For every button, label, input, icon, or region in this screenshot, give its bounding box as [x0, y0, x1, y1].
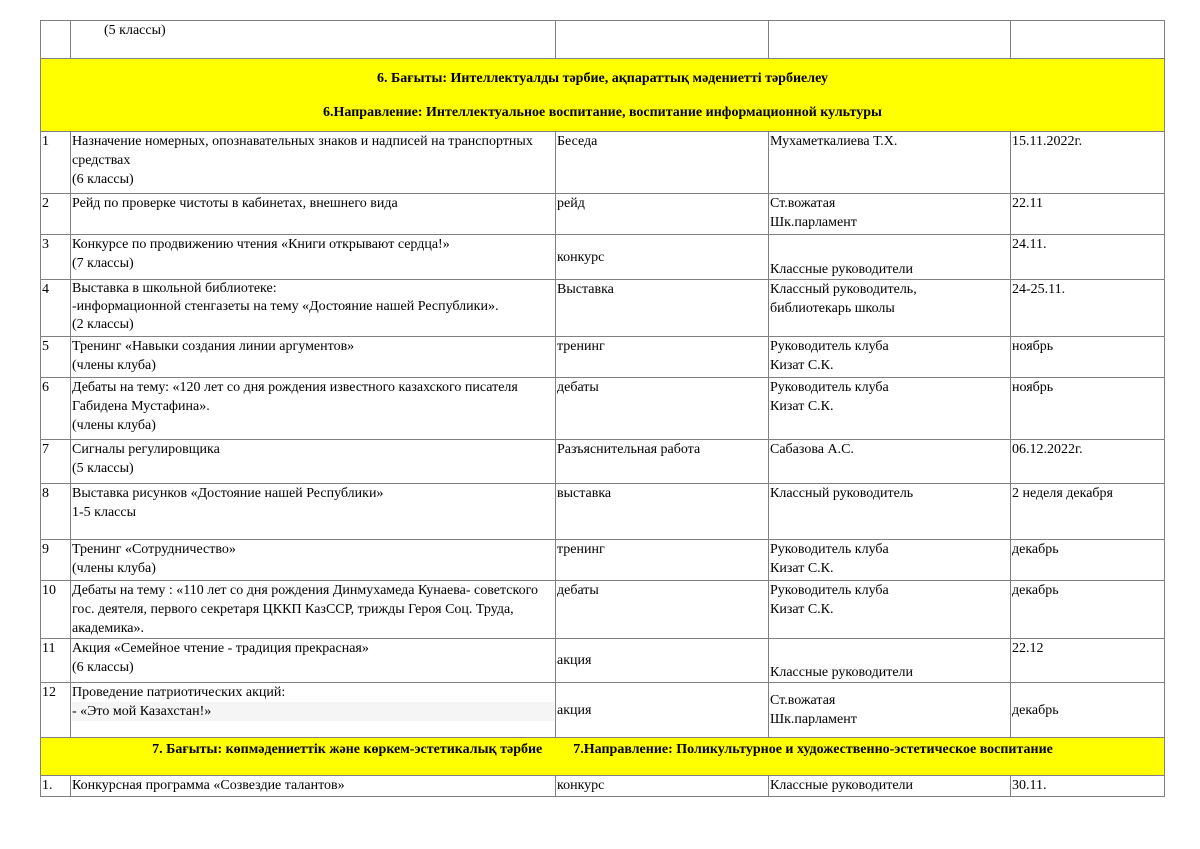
date-cell: декабрь — [1011, 581, 1165, 639]
event-cell: Выставка в школьной библиотеке: -информационной стенгазеты на тему «Достояние нашей Республики». (2 классы) — [71, 280, 556, 337]
responsible-cell: Классный руководитель, библиотекарь школы — [769, 280, 1011, 337]
row-number: 1. — [41, 776, 71, 797]
form-cell: тренинг — [556, 540, 769, 581]
date-cell: 24.11. — [1011, 235, 1165, 280]
event-cell: Конкурсная программа «Созвездие талантов» — [71, 776, 556, 797]
date-cell: 15.11.2022г. — [1011, 132, 1165, 194]
date-cell: ноябрь — [1011, 337, 1165, 378]
row-number: 5 — [41, 337, 71, 378]
section-6-title-kz: 6. Бағыты: Интеллектуалды тәрбие, ақпараттық мәдениетті тәрбиелеу — [377, 70, 828, 86]
form-cell: конкурс — [556, 776, 769, 797]
section-header-7 — [41, 738, 1165, 776]
table-row — [41, 194, 1165, 235]
event-cell: Дебаты на тему: «120 лет со дня рождения известного казахского писателя Габидена Мустафина». (члены клуба) — [71, 378, 556, 440]
row-number: 11 — [41, 639, 71, 683]
event-cell — [71, 683, 556, 738]
row-number: 7 — [41, 440, 71, 484]
section-header-6 — [41, 59, 1165, 132]
date-cell: ноябрь — [1011, 378, 1165, 440]
table-row — [41, 132, 1165, 194]
responsible-cell — [769, 21, 1011, 59]
table-row — [41, 280, 1165, 337]
event-cell: (5 классы) — [71, 21, 556, 59]
form-cell: рейд — [556, 194, 769, 235]
table-row — [41, 378, 1165, 440]
date-cell: 30.11. — [1011, 776, 1165, 797]
table-row — [41, 581, 1165, 639]
row-number: 3 — [41, 235, 71, 280]
event-cell: Тренинг «Сотрудничество» (члены клуба) — [71, 540, 556, 581]
row-number: 6 — [41, 378, 71, 440]
table-row — [41, 683, 1165, 738]
event-cell: Выставка рисунков «Достояние нашей Республики» 1-5 классы — [71, 484, 556, 540]
row-number: 10 — [41, 581, 71, 639]
row-number: 2 — [41, 194, 71, 235]
table-row — [41, 484, 1165, 540]
form-cell: выставка — [556, 484, 769, 540]
responsible-cell: Руководитель клуба Кизат С.К. — [769, 581, 1011, 639]
responsible-cell: Ст.вожатая Шк.парламент — [769, 683, 1011, 738]
date-cell: декабрь — [1011, 540, 1165, 581]
responsible-cell: Мухаметкалиева Т.Х. — [769, 132, 1011, 194]
table-row — [41, 235, 1165, 280]
form-cell: Разъяснительная работа — [556, 440, 769, 484]
form-cell: тренинг — [556, 337, 769, 378]
form-cell: акция — [556, 683, 769, 738]
responsible-cell: Руководитель клуба Кизат С.К. — [769, 378, 1011, 440]
responsible-cell: Классные руководители — [769, 235, 1011, 280]
responsible-cell: Сабазова А.С. — [769, 440, 1011, 484]
plan-table — [40, 20, 1165, 797]
responsible-cell: Руководитель клуба Кизат С.К. — [769, 337, 1011, 378]
event-cell: Конкурсе по продвижению чтения «Книги открывают сердца!» (7 классы) — [71, 235, 556, 280]
date-cell: 22.12 — [1011, 639, 1165, 683]
row-number: 9 — [41, 540, 71, 581]
event-cell: Акция «Семейное чтение - традиция прекрасная» (6 классы) — [71, 639, 556, 683]
section-6-cell — [41, 59, 1165, 132]
event-cell: Тренинг «Навыки создания линии аргументов» (члены клуба) — [71, 337, 556, 378]
row-number: 8 — [41, 484, 71, 540]
form-cell: дебаты — [556, 581, 769, 639]
section-7-title-kz: 7. Бағыты: көпмәдениеттік және көркем-эстетикалық тәрбие — [152, 742, 543, 757]
date-cell — [1011, 21, 1165, 59]
form-cell: дебаты — [556, 378, 769, 440]
event-cell: Назначение номерных, опознавательных знаков и надписей на транспортных средствах (6 классы) — [71, 132, 556, 194]
row-number: 12 — [41, 683, 71, 738]
form-cell: Выставка — [556, 280, 769, 337]
date-cell: 24-25.11. — [1011, 280, 1165, 337]
table-row — [41, 639, 1165, 683]
date-cell: декабрь — [1011, 683, 1165, 738]
table-row — [41, 440, 1165, 484]
row-number: 1 — [41, 132, 71, 194]
event-line: - «Это мой Казахстан!» — [72, 702, 554, 721]
date-cell: 06.12.2022г. — [1011, 440, 1165, 484]
responsible-cell: Классный руководитель — [769, 484, 1011, 540]
form-cell: Беседа — [556, 132, 769, 194]
form-cell — [556, 21, 769, 59]
section-7-title-ru: 7.Направление: Поликультурное и художественно-эстетическое воспитание — [573, 742, 1053, 757]
section-6-title-ru: 6.Направление: Интеллектуальное воспитание, воспитание информационной культуры — [323, 104, 882, 120]
date-cell: 2 неделя декабря — [1011, 484, 1165, 540]
form-cell: акция — [556, 639, 769, 683]
row-number: 4 — [41, 280, 71, 337]
table-row — [41, 21, 1165, 59]
table-row — [41, 337, 1165, 378]
event-cell: Рейд по проверке чистоты в кабинетах, внешнего вида — [71, 194, 556, 235]
event-line: Проведение патриотических акций: — [72, 685, 286, 700]
table-row — [41, 540, 1165, 581]
responsible-cell: Классные руководители — [769, 639, 1011, 683]
responsible-cell: Классные руководители — [769, 776, 1011, 797]
event-cell: Дебаты на тему : «110 лет со дня рождения Динмухамеда Кунаева- советского гос. деятеля, первого секретаря ЦККП КазССР, трижды Героя Соц. Труда, академика». — [71, 581, 556, 639]
responsible-cell: Руководитель клуба Кизат С.К. — [769, 540, 1011, 581]
row-number — [41, 21, 71, 59]
responsible-cell: Ст.вожатая Шк.парламент — [769, 194, 1011, 235]
section-7-cell — [41, 738, 1165, 776]
date-cell: 22.11 — [1011, 194, 1165, 235]
table-row — [41, 776, 1165, 797]
event-cell: Сигналы регулировщика (5 классы) — [71, 440, 556, 484]
form-cell: конкурс — [556, 235, 769, 280]
